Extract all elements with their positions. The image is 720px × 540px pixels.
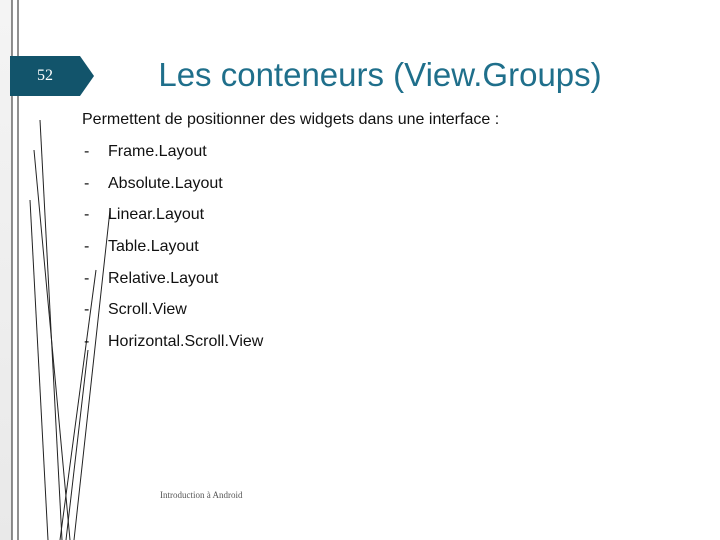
- bullet-dash: -: [84, 333, 90, 351]
- list-item-label: Horizontal.Scroll.View: [108, 333, 264, 351]
- bullet-dash: -: [84, 174, 90, 192]
- list-item: [84, 297, 263, 329]
- bullet-dash: -: [84, 206, 90, 224]
- bullet-dash: -: [84, 238, 90, 256]
- list-item-label: Frame.Layout: [108, 143, 207, 160]
- list-item-label: Linear.Layout: [108, 206, 205, 224]
- page-number-badge: [10, 56, 94, 96]
- page-number: 52: [37, 67, 53, 84]
- list-item-label: Relative.Layout: [108, 269, 219, 287]
- bullet-dash: -: [84, 301, 90, 319]
- bullet-list: [84, 139, 263, 361]
- list-item: [84, 139, 263, 171]
- list-item-label: Scroll.View: [108, 301, 187, 319]
- bullet-dash: -: [84, 143, 90, 160]
- footer-text: Introduction à Android: [160, 490, 243, 500]
- slide-title: Les conteneurs (View.Groups): [158, 56, 602, 93]
- list-item: [84, 171, 263, 203]
- bullet-dash: -: [84, 269, 90, 287]
- list-item: [84, 202, 263, 234]
- list-item-label: Table.Layout: [108, 238, 199, 256]
- list-item-label: Absolute.Layout: [108, 174, 223, 192]
- list-item: [84, 329, 263, 361]
- list-item: [84, 266, 263, 298]
- intro-text: Permettent de positionner des widgets dans une interface :: [82, 111, 500, 128]
- list-item: [84, 234, 263, 266]
